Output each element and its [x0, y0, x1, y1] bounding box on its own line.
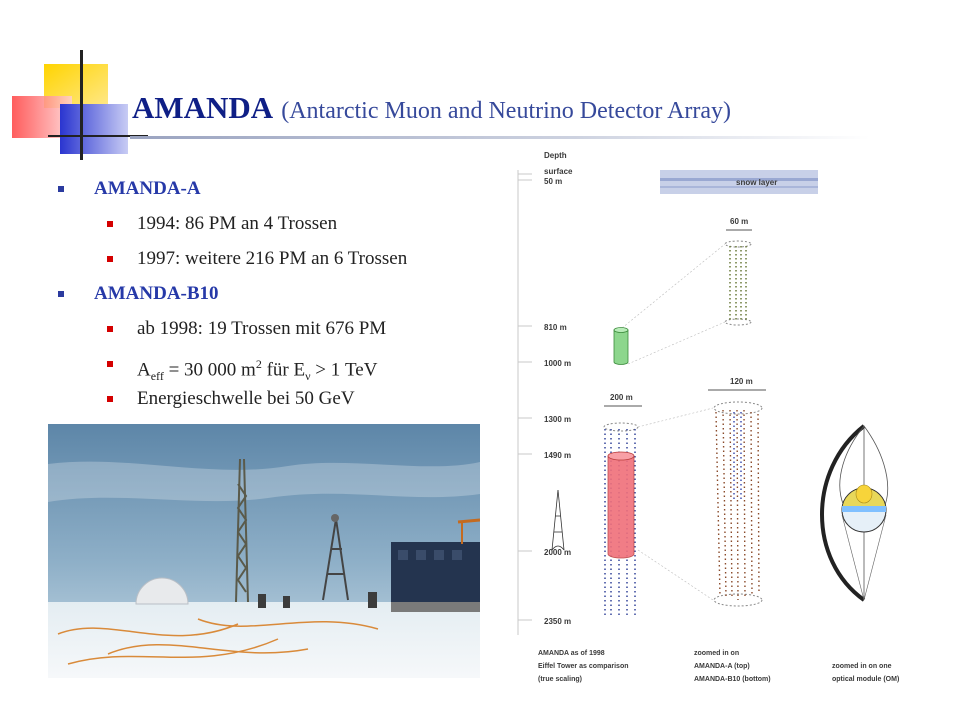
- title-subtitle: (Antarctic Muon and Neutrino Detector Array): [281, 98, 732, 124]
- depth-label-2000: 2000 m: [544, 548, 572, 557]
- sub-bullet: [58, 209, 498, 244]
- caption-mid-1: zoomed in on: [694, 650, 740, 657]
- surface-label: surface: [544, 167, 573, 176]
- title-main: AMANDA: [132, 90, 274, 125]
- depth-label-50: 50 m: [544, 177, 563, 186]
- width-label-120m: 120 m: [730, 377, 753, 386]
- caption-left-2: Eiffel Tower as comparison: [538, 663, 629, 670]
- caption-left-3: (true scaling): [538, 676, 582, 683]
- bullet-list: [58, 174, 498, 419]
- bullet-text: AMANDA-A: [94, 178, 201, 199]
- sub-bullet-text: ab 1998: 19 Trossen mit 676 PM: [137, 318, 387, 339]
- caption-mid-2: AMANDA-A (top): [694, 663, 750, 670]
- depth-axis-label: Depth: [544, 151, 567, 160]
- sub-bullet-text: 1997: weitere 216 PM an 6 Trossen: [137, 248, 408, 269]
- sub-bullet: [58, 314, 498, 349]
- slide-title: [132, 90, 731, 126]
- title-underline: [130, 136, 870, 139]
- bullet-square-icon: [107, 221, 113, 227]
- sub-bullet-effective-area: $A_{eff} = 30$ 000 $m^2$ für $E_\nu > 1$ TeV: [58, 349, 498, 384]
- depth-label-2350: 2350 m: [544, 617, 572, 626]
- bullet-square-icon: [58, 291, 64, 297]
- bullet-square-icon: [107, 361, 113, 367]
- bullet-square-icon: [107, 256, 113, 262]
- width-label-200m: 200 m: [610, 393, 633, 402]
- caption-right-2: optical module (OM): [832, 676, 900, 683]
- amanda-depth-diagram: [508, 140, 948, 692]
- antarctic-drilling-camp-photo: [48, 424, 480, 678]
- sub-bullet: [58, 384, 498, 419]
- depth-label-1000: 1000 m: [544, 359, 572, 368]
- bullet-square-icon: [58, 186, 64, 192]
- width-label-60m: 60 m: [730, 217, 749, 226]
- caption-mid-3: AMANDA-B10 (bottom): [694, 676, 771, 683]
- bullet-amanda-b10: [58, 279, 498, 314]
- caption-left-1: AMANDA as of 1998: [538, 650, 605, 657]
- depth-label-1490: 1490 m: [544, 451, 572, 460]
- caption-right-1: zoomed in on one: [832, 663, 892, 670]
- sub-bullet: [58, 244, 498, 279]
- bullet-square-icon: [107, 396, 113, 402]
- depth-label-1300: 1300 m: [544, 415, 572, 424]
- bullet-square-icon: [107, 326, 113, 332]
- bullet-text: AMANDA-B10: [94, 283, 219, 304]
- sub-bullet-text: 1994: 86 PM an 4 Trossen: [137, 213, 338, 234]
- snow-layer-label: snow layer: [736, 178, 778, 187]
- bullet-amanda-a: [58, 174, 498, 209]
- sub-bullet-text: Energieschwelle bei 50 GeV: [137, 388, 355, 409]
- depth-label-810: 810 m: [544, 323, 567, 332]
